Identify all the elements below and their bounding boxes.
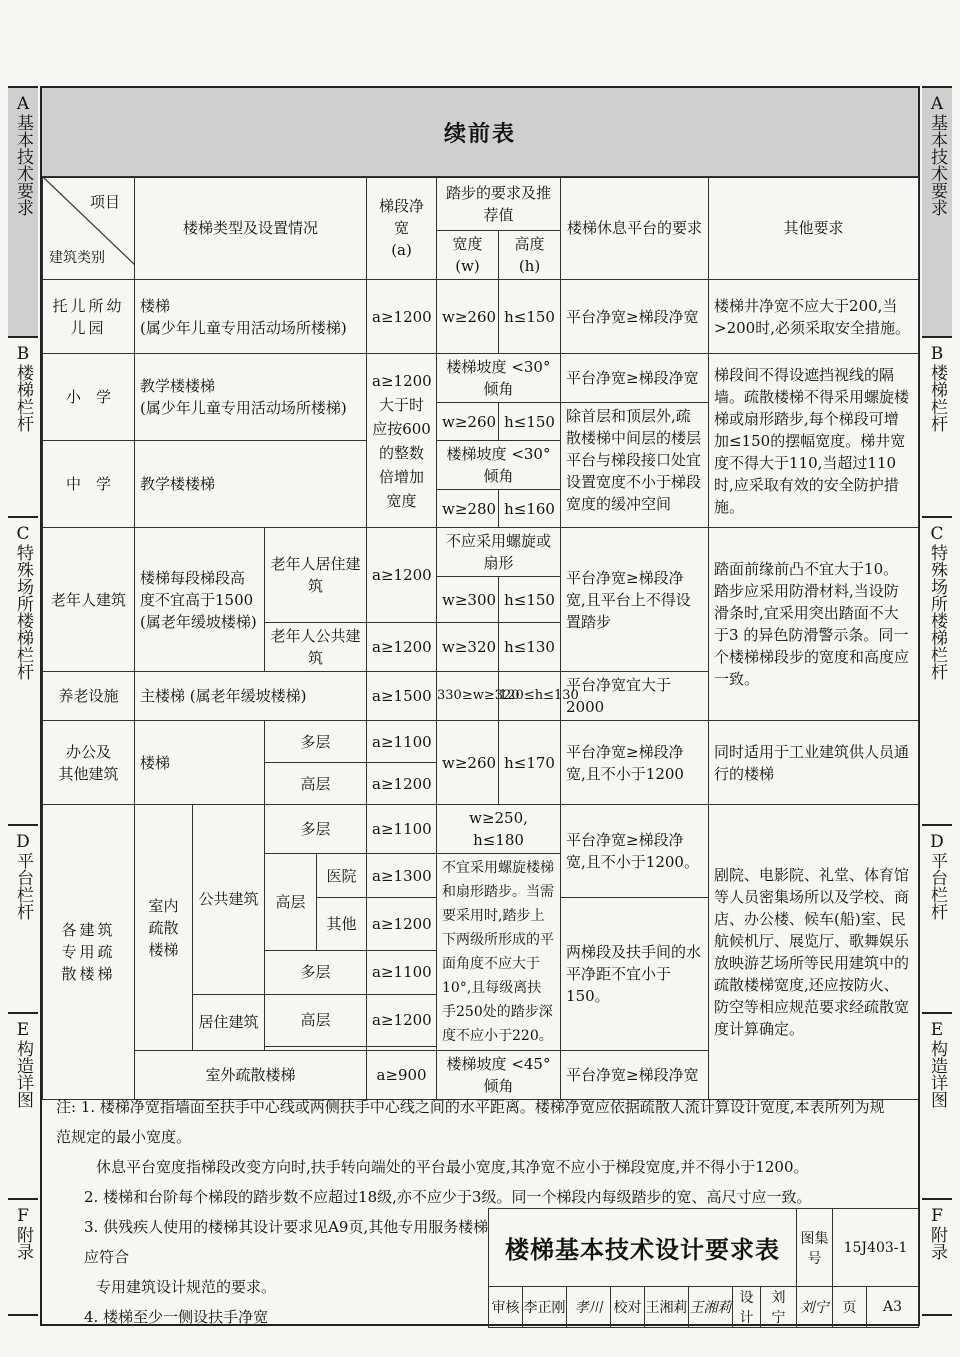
- designer-signature: 刘宁: [797, 1287, 833, 1328]
- cell-subtype: 多层: [265, 721, 367, 763]
- section-code: E: [930, 1020, 944, 1040]
- header-width-label: 梯段净宽: [379, 197, 425, 237]
- cell-step-w: w≥320: [437, 623, 499, 672]
- section-code: B: [930, 344, 944, 364]
- section-code: F: [931, 1206, 943, 1226]
- cell-width: a≥1300: [367, 854, 437, 898]
- cell-slope: 楼梯坡度 <30° 倾角: [437, 441, 561, 490]
- note-1-cont: 休息平台宽度指梯段改变方向时,扶手转向端处的平台最小宽度,其净宽不应小于梯段宽度,并不得小于1200。: [96, 1158, 809, 1176]
- drawing-title: 楼梯基本技术设计要求表: [489, 1209, 797, 1287]
- cell-outdoor: 室外疏散楼梯: [135, 1051, 367, 1100]
- cell-others: 其他: [317, 898, 367, 951]
- cell-width: a≥1100: [367, 950, 437, 994]
- page-title: 续前表: [42, 88, 918, 178]
- tab-section-a-right[interactable]: [922, 88, 952, 338]
- cell-high: 高层: [265, 854, 317, 951]
- section-label: 平台栏杆: [13, 852, 33, 920]
- atlas-number: 15J403-1: [833, 1209, 919, 1287]
- cell-category: 办公及 其他建筑: [43, 721, 135, 805]
- section-label: 构造详图: [927, 1040, 947, 1108]
- cell-slope: 楼梯坡度 <45° 倾角: [437, 1051, 561, 1100]
- note-1: 注: 1. 楼梯净宽指墙面至扶手中心线或两侧扶手中心线之间的水平距离。楼梯净宽应依据疏散人流计算设计宽度,本表所列为规范规定的最小宽度。: [56, 1098, 885, 1146]
- cell-category: 各建筑 专用疏 散楼梯: [43, 805, 135, 1100]
- design-label: 设计: [733, 1287, 761, 1328]
- header-step-height: 高度(h): [499, 231, 561, 280]
- cell-width: a≥1200 大于时应按600 的整数倍增加宽度: [367, 354, 437, 528]
- cell-landing: 平台净宽≥梯段净宽,且平台上不得设置踏步: [561, 528, 709, 672]
- tab-section-e[interactable]: [8, 1014, 38, 1200]
- cell-category: 中 学: [43, 441, 135, 528]
- cell-step-w: w≥280: [437, 490, 499, 528]
- cell-high: 高层: [265, 994, 367, 1047]
- tab-section-e-right[interactable]: [922, 1014, 952, 1200]
- check-label: 校对: [611, 1287, 645, 1328]
- review-label: 审核: [489, 1287, 523, 1328]
- header-width-unit: (a): [391, 241, 412, 259]
- section-label: 楼梯栏杆: [13, 364, 33, 432]
- tab-section-a[interactable]: [8, 88, 38, 338]
- section-label: 平台栏杆: [927, 852, 947, 920]
- cell-slope: 楼梯坡度 <30° 倾角: [437, 354, 561, 403]
- left-section-tabs: [8, 86, 38, 1316]
- cell-other: 梯段间不得设遮挡视线的隔墙。疏散楼梯不得采用螺旋楼梯或扇形踏步,每个梯段可增加≤150的摆幅宽度。梯井宽度不得大于110,当超过110时,应采取有效的安全防护措施。: [709, 354, 919, 528]
- cell-category: 老年人建筑: [43, 528, 135, 672]
- tab-section-c[interactable]: [8, 518, 38, 826]
- cell-multi: 多层: [265, 805, 367, 854]
- cell-step-w: w≥260: [437, 403, 499, 441]
- cell-subtype: 老年人居住建筑: [265, 528, 367, 623]
- section-label: 附录: [927, 1226, 947, 1260]
- section-label: 基本技术要求: [927, 114, 947, 216]
- designer-name: 刘 宁: [761, 1287, 797, 1328]
- section-code: D: [16, 832, 30, 852]
- cell-landing: 平台净宽≥梯段净宽: [561, 280, 709, 354]
- cell-width: a≥1200: [367, 528, 437, 623]
- atlas-label: 图集号: [797, 1209, 833, 1287]
- cell-step-w: w≥260: [437, 280, 499, 354]
- cell-type: 楼梯 (属少年儿童专用活动场所楼梯): [135, 280, 367, 354]
- cell-step-h: h≤130: [499, 623, 561, 672]
- reviewer-signature: 孝川: [567, 1287, 611, 1328]
- section-code: B: [16, 344, 30, 364]
- corner-bottom-label: 建筑类别: [49, 250, 105, 266]
- section-label: 特殊场所楼梯栏杆: [927, 544, 947, 680]
- cell-indoor: 室内 疏散 楼梯: [135, 805, 193, 1051]
- cell-landing: 平台净宽≥梯段净宽,且不小于1200: [561, 721, 709, 805]
- cell-width: a≥1200: [367, 898, 437, 951]
- tab-section-d-right[interactable]: [922, 826, 952, 1014]
- tab-section-f-right[interactable]: [922, 1200, 952, 1316]
- right-section-tabs: [922, 86, 952, 1316]
- cell-type: 楼梯: [135, 721, 265, 805]
- header-width: [367, 177, 437, 280]
- section-label: 特殊场所楼梯栏杆: [13, 544, 33, 680]
- cell-landing: 平台净宽≥梯段净宽: [561, 354, 709, 403]
- reviewer-name: 李正刚: [523, 1287, 567, 1328]
- stair-requirements-table: [42, 176, 919, 1100]
- section-label: 附录: [13, 1226, 33, 1260]
- tab-section-b-right[interactable]: [922, 338, 952, 518]
- cell-width: a≥1200: [367, 763, 437, 805]
- cell-step-note: 不宜采用螺旋楼梯和扇形踏步。当需要采用时,踏步上下两级所形成的平面角度不应大于10°,且每级离扶手250处的踏步深度不应小于220。: [437, 854, 561, 1051]
- cell-category: 小 学: [43, 354, 135, 441]
- cell-width: a≥900: [367, 1051, 437, 1100]
- cell-type: 教学楼楼梯: [135, 441, 367, 528]
- cell-step-w: w≥300: [437, 577, 499, 623]
- cell-subtype: 老年人公共建筑: [265, 623, 367, 672]
- cell-subtype: 高层: [265, 763, 367, 805]
- section-code: E: [16, 1020, 30, 1040]
- cell-multi: 多层: [265, 950, 367, 994]
- cell-no-spiral: 不应采用螺旋或扇形: [437, 528, 561, 577]
- cell-other: 同时适用于工业建筑供人员通行的楼梯: [709, 721, 919, 805]
- cell-type: 主楼梯 (属老年缓坡楼梯): [135, 672, 367, 721]
- section-label: 构造详图: [13, 1040, 33, 1108]
- cell-landing: 除首层和顶层外,疏散楼梯中间层的楼层平台与梯段接口处宜设置宽度不小于梯段宽度的缓冲空间: [561, 403, 709, 528]
- cell-step-w: 330≥w≥320: [437, 672, 499, 721]
- section-code: F: [17, 1206, 29, 1226]
- cell-step-h: h≤150: [499, 280, 561, 354]
- section-label: 基本技术要求: [13, 114, 33, 216]
- cell-landing: 平台净宽≥梯段净宽,且不小于1200。: [561, 805, 709, 898]
- note-4: 4. 楼梯至少一侧设扶手净宽: [84, 1308, 269, 1326]
- cell-width: a≥1200: [367, 280, 437, 354]
- cell-category: 托儿所幼儿园: [43, 280, 135, 354]
- cell-other: 踏面前缘前凸不宜大于10。踏步应采用防滑材料,当设防滑条时,宜采用突出踏面不大于3 的异色防滑警示条。同一个楼梯梯段步的宽度和高度应一致。: [709, 528, 919, 721]
- header-step: 踏步的要求及推荐值: [437, 177, 561, 231]
- cell-width: a≥1200: [367, 994, 437, 1047]
- cell-hospital: 医院: [317, 854, 367, 898]
- section-label: 楼梯栏杆: [927, 364, 947, 432]
- cell-other: 剧院、电影院、礼堂、体育馆等人员密集场所以及学校、商店、办公楼、候车(船)室、民航候机厅、展览厅、歌舞娱乐放映游艺场所等民用建筑中的疏散楼梯宽度,还应按防火、防空等相应规范要求经疏散宽度计算确定。: [709, 805, 919, 1100]
- checker-signature: 王湘莉: [689, 1287, 733, 1328]
- cell-wh: w≥250, h≤180: [437, 805, 561, 854]
- cell-landing: 平台净宽宜大于2000: [561, 672, 709, 721]
- cell-step-h: 120≤h≤130: [499, 672, 561, 721]
- header-type: 楼梯类型及设置情况: [135, 177, 367, 280]
- cell-landing: 平台净宽≥梯段净宽: [561, 1051, 709, 1100]
- header-landing: 楼梯休息平台的要求: [561, 177, 709, 280]
- cell-step-h: h≤150: [499, 403, 561, 441]
- section-code: A: [16, 94, 30, 114]
- page-label: 页: [833, 1287, 867, 1328]
- cell-width: a≥1200: [367, 623, 437, 672]
- cell-step-h: h≤160: [499, 490, 561, 528]
- cell-type: 楼梯每段梯段高度不宜高于1500 (属老年缓坡楼梯): [135, 528, 265, 672]
- cell-type: 教学楼楼梯 (属少年儿童专用活动场所楼梯): [135, 354, 367, 441]
- cell-step-w: w≥260: [437, 721, 499, 805]
- header-step-width: 宽度(w): [437, 231, 499, 280]
- cell-width: a≥1500: [367, 672, 437, 721]
- cell-public: 公共建筑: [193, 805, 265, 995]
- cell-landing: 两梯段及扶手间的水平净距不宜小于150。: [561, 898, 709, 1051]
- title-block: [488, 1208, 919, 1328]
- cell-step-h: h≤150: [499, 577, 561, 623]
- page-number: A3: [867, 1287, 919, 1328]
- tab-section-f[interactable]: [8, 1200, 38, 1316]
- note-3: 3. 供残疾人使用的楼梯其设计要求见A9页,其他专用服务楼梯应符合: [84, 1218, 489, 1266]
- cell-width: a≥1100: [367, 721, 437, 763]
- corner-top-label: 项目: [89, 193, 120, 211]
- section-code: C: [16, 524, 30, 544]
- cell-other: 楼梯井净宽不应大于200,当>200时,必须采取安全措施。: [709, 280, 919, 354]
- cell-category: 养老设施: [43, 672, 135, 721]
- note-2: 2. 楼梯和台阶每个梯段的踏步数不应超过18级,亦不应少于3级。同一个梯段内每级踏步的宽、高尺寸应一致。: [84, 1188, 812, 1206]
- section-code: A: [930, 94, 944, 114]
- header-other: 其他要求: [709, 177, 919, 280]
- tab-section-c-right[interactable]: [922, 518, 952, 826]
- cell-step-h: h≤170: [499, 721, 561, 805]
- cell-residential: 居住建筑: [193, 994, 265, 1051]
- corner-header: [43, 177, 135, 280]
- cell-width: a≥1100: [367, 805, 437, 854]
- note-3-cont: 专用建筑设计规范的要求。: [96, 1278, 277, 1296]
- section-code: D: [930, 832, 944, 852]
- checker-name: 王湘莉: [645, 1287, 689, 1328]
- section-code: C: [930, 524, 944, 544]
- tab-section-d[interactable]: [8, 826, 38, 1014]
- tab-section-b[interactable]: [8, 338, 38, 518]
